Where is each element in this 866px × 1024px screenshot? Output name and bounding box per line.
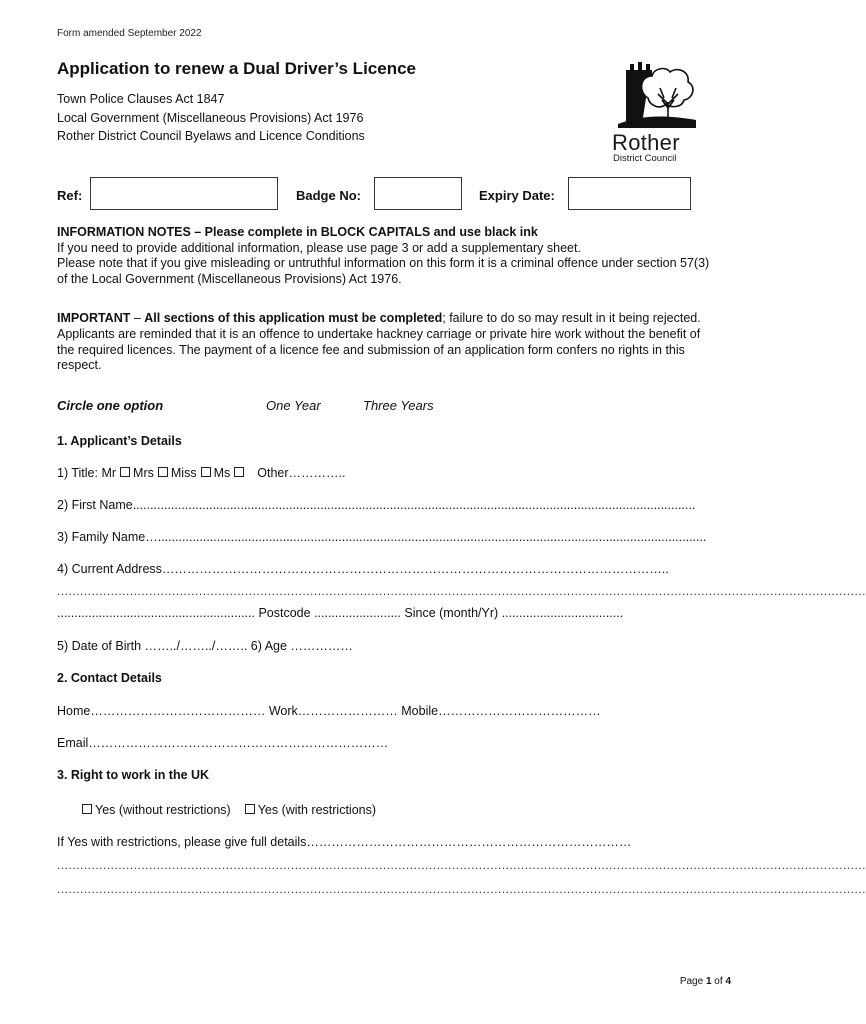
mr-checkbox[interactable]: [120, 467, 130, 477]
right-to-work-options: [82, 803, 376, 817]
work-phone-field[interactable]: Work……………………: [268, 704, 398, 718]
option-three-years[interactable]: Three Years: [363, 398, 434, 413]
postcode-label: Postcode: [258, 606, 311, 620]
address-line-2[interactable]: ...................................................................................................................................................................................................................: [57, 584, 866, 598]
phone-row: [57, 704, 601, 718]
expiry-field[interactable]: [568, 177, 691, 210]
ms-label: Ms: [213, 466, 231, 480]
restrictions-line-3[interactable]: ...................................................................................................................................................................................................................: [57, 882, 866, 896]
title-label: 1) Title: Mr: [57, 466, 117, 480]
postcode-row: [57, 606, 715, 620]
page-of: of: [711, 976, 726, 987]
information-notes: [57, 225, 717, 287]
email-field[interactable]: Email………………………………………………………………: [57, 736, 389, 750]
first-name-label: 2) First Name: [57, 498, 133, 512]
castle-tree-icon: [612, 58, 698, 132]
section-right-to-work-heading: 3. Right to work in the UK: [57, 768, 210, 782]
page-total: 4: [725, 976, 731, 987]
address-line-3[interactable]: .........................................................: [57, 606, 255, 620]
first-name-dots: ..................................................................................................................................................................: [132, 498, 696, 512]
miss-checkbox[interactable]: [201, 467, 211, 477]
mrs-label: Mrs: [133, 466, 154, 480]
act-line: Town Police Clauses Act 1847: [57, 92, 225, 106]
act-line: Rother District Council Byelaws and Licence Conditions: [57, 129, 365, 143]
option-one-year[interactable]: One Year: [266, 398, 321, 413]
dob-age-field[interactable]: 5) Date of Birth ……../……../…….. 6) Age ……………: [57, 639, 353, 653]
address-field[interactable]: 4) Current Address…………………………………………………………………………………………………………..: [57, 562, 669, 576]
badge-field[interactable]: [374, 177, 462, 210]
ref-label: Ref:: [57, 188, 83, 203]
logo-subtitle: District Council: [613, 153, 677, 164]
restrictions-line-2[interactable]: ...................................................................................................................................................................................................................: [57, 858, 866, 872]
notes-heading: INFORMATION NOTES – Please complete in BLOCK CAPITALS and use black ink: [57, 225, 538, 239]
page-number: [680, 976, 731, 987]
ms-checkbox[interactable]: [234, 467, 244, 477]
important-bold: All sections of this application must be completed: [144, 311, 443, 325]
family-name-label: 3) Family Name….: [57, 530, 162, 544]
page-prefix: Page: [679, 976, 706, 987]
section-contact-heading: 2. Contact Details: [57, 671, 162, 685]
other-field[interactable]: Other…………..: [257, 466, 346, 480]
home-phone-field[interactable]: Home……………………………………: [57, 704, 266, 718]
first-name-field[interactable]: [57, 498, 715, 512]
without-restrictions-label: Yes (without restrictions): [95, 803, 231, 817]
amended-note: Form amended September 2022: [57, 28, 202, 39]
acts-list: [57, 90, 365, 146]
important-text: ; failure to do so may result in it being rejected. Applicants are reminded that it is an offence to undertake hackney carriage or private hire work without the benefit of the required licences. The payment of a licence fee and submission of an application form confers no rights in this respect.: [57, 311, 701, 373]
family-name-field[interactable]: [57, 530, 715, 544]
with-restrictions-label: Yes (with restrictions): [257, 803, 377, 817]
with-restrictions-checkbox[interactable]: [245, 804, 255, 814]
family-name-dots: .............................................................................................................................................................: [161, 530, 707, 544]
restrictions-details-field[interactable]: If Yes with restrictions, please give full details……………………………………………………………………: [57, 835, 632, 849]
title-row: [57, 466, 345, 480]
badge-label: Badge No:: [296, 188, 361, 203]
notes-line: Please note that if you give misleading or untruthful information on this form it is a criminal offence under section 57(3) of the Local Government (Miscellaneous Provisions) Act 1976.: [57, 256, 710, 286]
form-title: Application to renew a Dual Driver’s Licence: [57, 59, 416, 78]
miss-label: Miss: [170, 466, 197, 480]
logo-name: Rother: [612, 130, 680, 155]
since-field[interactable]: ...................................: [501, 606, 624, 620]
notes-line: If you need to provide additional information, please use page 3 or add a supplementary sheet.: [57, 240, 581, 255]
act-line: Local Government (Miscellaneous Provisions) Act 1976: [57, 110, 364, 125]
section-applicant-heading: 1. Applicant’s Details: [57, 434, 182, 448]
important-lead: IMPORTANT: [57, 311, 131, 325]
mobile-phone-field[interactable]: Mobile…………………………………: [401, 704, 601, 718]
options-label: Circle one option: [57, 398, 164, 413]
ref-field[interactable]: [90, 177, 278, 210]
mrs-checkbox[interactable]: [158, 467, 168, 477]
postcode-field[interactable]: .........................: [314, 606, 401, 620]
important-dash: –: [130, 311, 145, 325]
council-logo: [612, 58, 698, 164]
since-label: Since (month/Yr): [404, 606, 499, 620]
important-notice: [57, 311, 717, 374]
page-current: 1: [705, 976, 712, 987]
without-restrictions-checkbox[interactable]: [82, 804, 92, 814]
expiry-label: Expiry Date:: [479, 188, 555, 203]
